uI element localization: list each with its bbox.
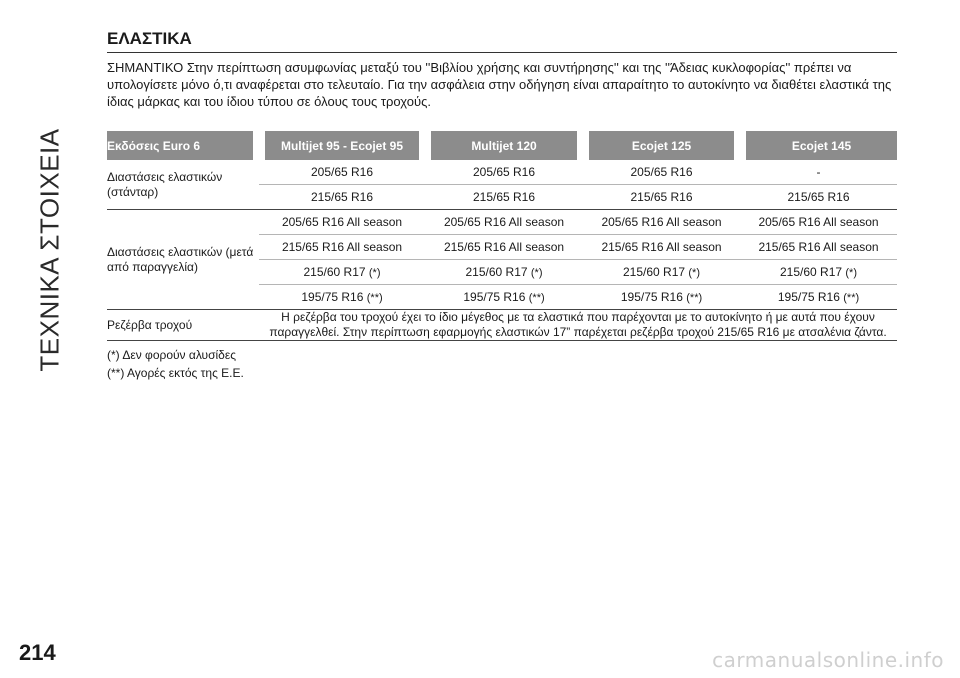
- footnote-mark: (**): [686, 292, 703, 304]
- table-row: [107, 160, 897, 185]
- table-header-row: [107, 131, 897, 160]
- tyre-size: 195/75 R16: [463, 290, 526, 304]
- tyre-specs-table: [107, 131, 897, 341]
- footnote-item: [107, 346, 897, 364]
- footnote-mark: (**): [366, 292, 383, 304]
- row-label-standard: Διαστάσεις ελαστικών (στάνταρ): [107, 160, 259, 210]
- footnote-mark: (**): [528, 292, 545, 304]
- tyre-size: 215/60 R17: [465, 265, 528, 279]
- table-cell: 215/65 R16: [583, 185, 740, 210]
- table-cell: 215/65 R16 All season: [583, 235, 740, 260]
- intro-lead: ΣΗΜΑΝΤΙΚΟ: [107, 60, 184, 75]
- tyre-size: 195/75 R16: [301, 290, 364, 304]
- page-content: [107, 29, 897, 382]
- header-cell: Εκδόσεις Euro 6: [107, 131, 259, 160]
- footnote-mark: (*): [688, 267, 700, 279]
- footnote-mark: (**): [843, 292, 860, 304]
- spare-wheel-note: Η ρεζέρβα του τροχού έχει το ίδιο μέγεθος με τα ελαστικά που παρέχονται με το αυτοκίνητο ή με αυτά που έχουν παραγγελθεί. Στην περίπτωση εφαρμογής ελαστικών 17” παρέχεται ρεζέρβα τροχού 215/65 R16 με ατσαλένια ζάντα.: [259, 310, 897, 341]
- tyre-size: 215/60 R17: [303, 265, 366, 279]
- table-cell: 205/65 R16 All season: [259, 210, 425, 235]
- table-cell: 205/65 R16: [583, 160, 740, 185]
- footnote-text: Δεν φορούν αλυσίδες: [119, 348, 236, 362]
- table-cell: [259, 285, 425, 310]
- header-cell: Multijet 120: [425, 131, 583, 160]
- table-cell: [740, 285, 897, 310]
- table-cell: 215/65 R16: [259, 185, 425, 210]
- tyre-size: 195/75 R16: [620, 290, 683, 304]
- table-cell: 215/65 R16 All season: [740, 235, 897, 260]
- intro-paragraph: [107, 59, 897, 110]
- table-cell: 205/65 R16: [425, 160, 583, 185]
- header-cell: Ecojet 125: [583, 131, 740, 160]
- row-label-spare: Ρεζέρβα τροχού: [107, 310, 259, 341]
- table-cell: 205/65 R16 All season: [583, 210, 740, 235]
- table-cell: 215/65 R16: [740, 185, 897, 210]
- table-cell: [425, 285, 583, 310]
- footnote-mark: (*): [530, 267, 543, 279]
- table-row: [107, 210, 897, 235]
- header-cell: Ecojet 145: [740, 131, 897, 160]
- table-row: [107, 310, 897, 341]
- tyre-size: 215/60 R17: [779, 265, 843, 279]
- footnote-text: Αγορές εκτός της Ε.Ε.: [124, 366, 244, 380]
- page-title: ΕΛΑΣΤΙΚΑ: [107, 29, 897, 53]
- table-cell: [583, 285, 740, 310]
- table-cell: [583, 260, 740, 285]
- watermark: carmanualsonline.info: [712, 648, 944, 672]
- table-cell: [740, 260, 897, 285]
- table-cell: 205/65 R16 All season: [425, 210, 583, 235]
- footnote-item: [107, 364, 897, 382]
- tyre-size: 195/75 R16: [777, 290, 840, 304]
- table-cell: 215/65 R16 All season: [425, 235, 583, 260]
- footnotes: [107, 346, 897, 382]
- header-cell: Multijet 95 - Ecojet 95: [259, 131, 425, 160]
- page-number: 214: [19, 640, 56, 665]
- table-cell: 205/65 R16: [259, 160, 425, 185]
- table-cell: -: [740, 160, 897, 185]
- table-cell: 215/65 R16: [425, 185, 583, 210]
- footnote-mark: (*): [368, 267, 381, 279]
- footnote-mark: (*): [107, 348, 120, 362]
- table-cell: [425, 260, 583, 285]
- footnote-mark: (**): [107, 366, 125, 380]
- table-cell: 205/65 R16 All season: [740, 210, 897, 235]
- table-cell: [259, 260, 425, 285]
- row-label-optional: Διαστάσεις ελαστικών (μετά από παραγγελία): [107, 210, 259, 310]
- tyre-size: 215/60 R17: [622, 265, 686, 279]
- footnote-mark: (*): [845, 267, 857, 279]
- table-cell: 215/65 R16 All season: [259, 235, 425, 260]
- section-side-title: ΤΕΧΝΙΚΑ ΣΤΟΙΧΕΙΑ: [34, 128, 65, 372]
- intro-text: Στην περίπτωση ασυμφωνίας μεταξύ του ''Βιβλίου χρήσης και συντήρησης'' και της ''Άδειας κυκλοφορίας'' πρέπει να υπολογίσετε μόνο ό,τι αναφέρεται στο τελευταίο. Για την ασφάλεια στην οδήγηση είναι απαραίτητο το αυτοκίνητο να διαθέτει ελαστικά της ίδιας μάρκας και του ίδιου τύπου σε όλους τους τροχούς.: [107, 60, 892, 109]
